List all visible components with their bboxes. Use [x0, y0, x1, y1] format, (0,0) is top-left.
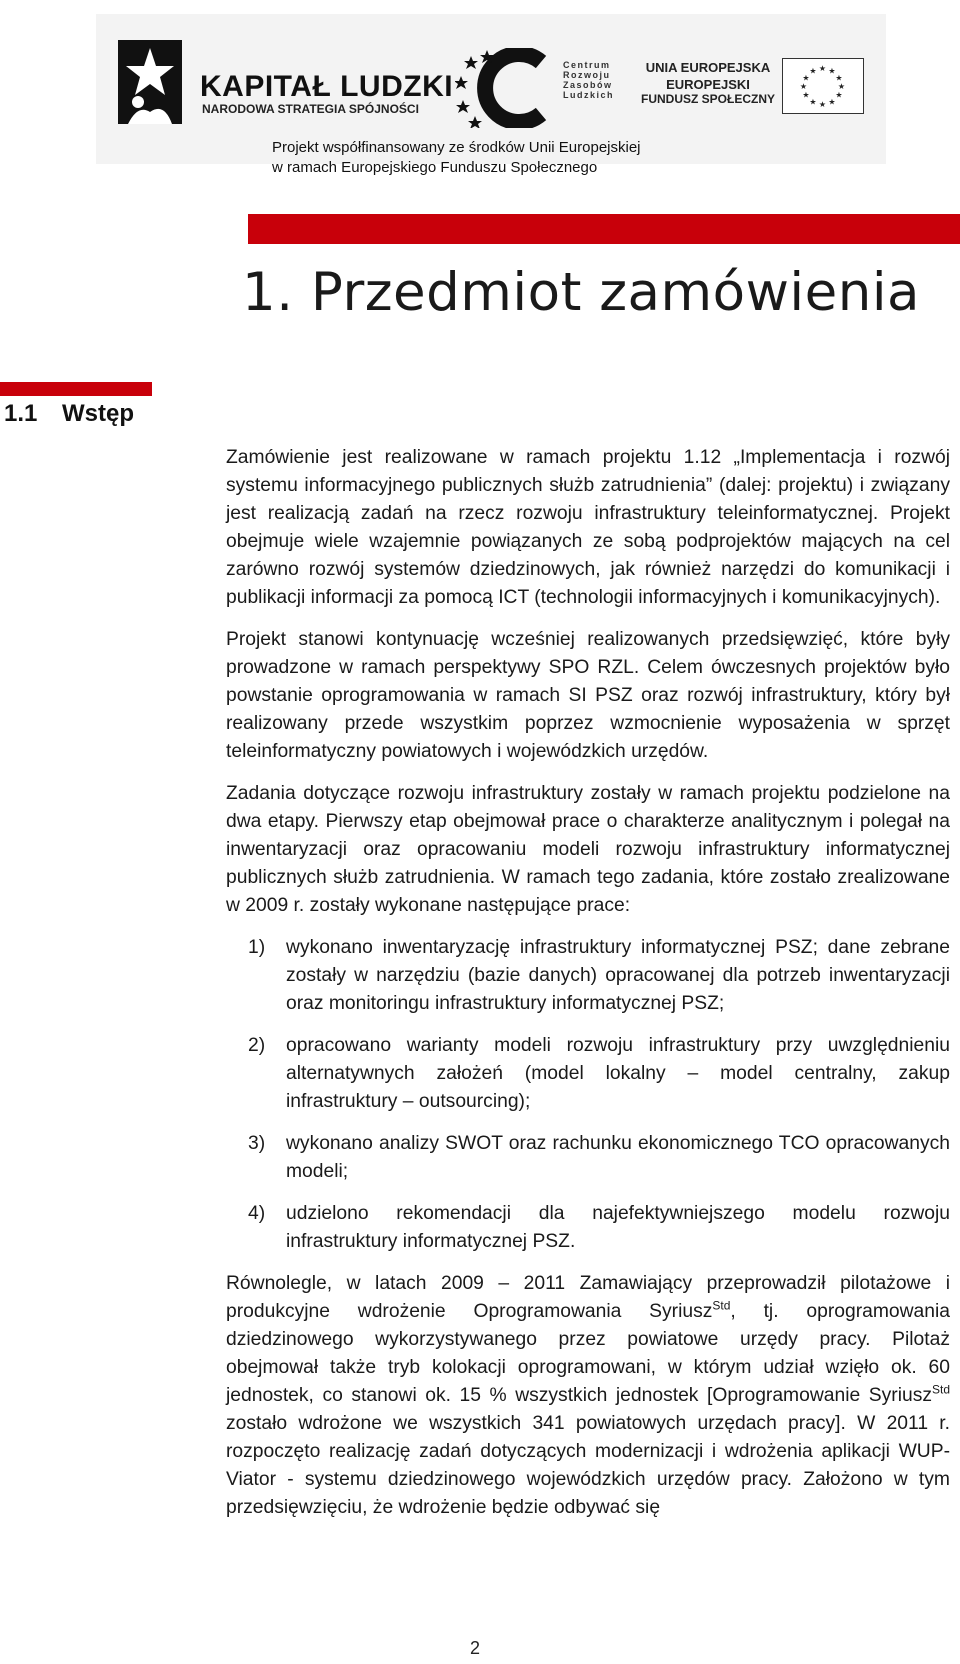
svg-text:★: ★ — [837, 82, 846, 91]
section-title: Wstęp — [62, 400, 134, 427]
kapital-ludzki-subtitle: NARODOWA STRATEGIA SPÓJNOŚCI — [202, 102, 419, 116]
svg-text:★: ★ — [802, 73, 810, 83]
final-text-part-2: , tj. oprogramowania dziedzinowego wykorzystywanego przez powiatowe urzędy pracy. Pilotaż obejmował także tryb kolokacji oprogramowani, w którym udział wzięło ok. 60 jednostek, co stanowi ok. 15 % wszystkich jednostek [Oprogramowanie Syriusz — [226, 1301, 950, 1406]
final-text-part-3: zostało wdrożone we wszystkich 341 powiatowych urzędach pracy]. W 2011 r. rozpoczęto realizację zadań dotyczących modernizacji i wdrożenia aplikacji WUP-Viator - systemu dziedzinowego wojewódzkich urzędów pracy. Założono w tym przedsięwzięciu, że wdrożenie będzie odbywać się — [226, 1413, 950, 1518]
chapter-title: 1. Przedmiot zamówienia — [242, 262, 921, 323]
eu-line-3: FUNDUSZ SPOŁECZNY — [640, 92, 775, 106]
final-text-part-1: Równolegle, w latach 2009 – 2011 Zamawiający przeprowadził pilotażowe i produkcyjne wdrożenie Oprogramowania Syriusz — [226, 1273, 950, 1322]
list-item-text: opracowano warianty modeli rozwoju infrastruktury przy uwzględnieniu alternatywnych założeń (model lokalny – model centralny, zakup infrastruktury – outsourcing); — [286, 1035, 950, 1112]
cofinancing-line-2: w ramach Europejskiego Funduszu Społecznego — [272, 159, 598, 176]
svg-text:★: ★ — [809, 97, 817, 107]
eu-logo — [640, 58, 880, 118]
kapital-ludzki-emblem-icon — [110, 38, 190, 128]
eu-logo-text — [640, 60, 776, 106]
cofinancing-line-1: Projekt współfinansowany ze środków Unii Europejskiej — [272, 139, 641, 156]
eu-flag — [782, 58, 864, 114]
crzl-line: Ludzkich — [563, 90, 615, 100]
svg-text:★: ★ — [799, 82, 808, 91]
kapital-ludzki-logo — [110, 38, 454, 128]
document-body — [226, 444, 950, 1536]
svg-text:★: ★ — [818, 100, 827, 109]
list-item-text: udzielono rekomendacji dla najefektywniejszego modelu rozwoju infrastruktury informatycznej PSZ. — [286, 1203, 950, 1252]
svg-text:★: ★ — [835, 90, 843, 100]
svg-text:★: ★ — [818, 64, 827, 73]
list-item — [226, 934, 950, 1018]
list-item — [226, 1130, 950, 1186]
list-item — [226, 1200, 950, 1256]
crzl-logo — [455, 48, 615, 128]
superscript-std: Std — [712, 1298, 731, 1313]
eu-line-2: EUROPEJSKI — [666, 77, 750, 92]
crzl-line: Centrum — [563, 60, 611, 70]
chapter-accent-bar — [248, 214, 960, 244]
svg-text:★: ★ — [802, 90, 810, 100]
list-item-number: 1) — [248, 937, 266, 958]
svg-text:★: ★ — [828, 97, 836, 107]
section-number: 1.1 — [4, 400, 38, 427]
svg-text:★: ★ — [835, 73, 843, 83]
body-paragraph-final — [226, 1270, 950, 1522]
body-paragraph: Zadania dotyczące rozwoju infrastruktury zostały w ramach projektu podzielone na dwa etapy. Pierwszy etap obejmował prace o charakterze analitycznym i polegał na inwentaryzacji oraz opracowaniu modeli rozwoju infrastruktury informatycznej publicznych służb zatrudnienia. W ramach tego zadania, które zostało zrealizowane w 2009 r. zostały wykonane następujące prace: — [226, 783, 950, 916]
kapital-ludzki-title: KAPITAŁ LUDZKI — [200, 70, 454, 103]
body-paragraph: Projekt stanowi kontynuację wcześniej realizowanych przedsięwzięć, które były prowadzone w ramach perspektywy SPO RZL. Celem ówczesnych projektów było powstanie oprogramowania w ramach SI PSZ oraz rozwój infrastruktury, który był realizowany przede wszystkim poprzez wzmocnienie wyposażenia w sprzęt teleinformatyczny powiatowych i wojewódzkich urzędów. — [226, 629, 950, 762]
superscript-std: Std — [931, 1382, 950, 1397]
eu-stars-icon — [783, 59, 862, 112]
list-item-number: 4) — [248, 1203, 266, 1224]
list-item-number: 3) — [248, 1133, 266, 1154]
cofinancing-note — [272, 138, 772, 178]
crzl-line: Zasobów — [563, 80, 613, 90]
svg-text:★: ★ — [828, 66, 836, 76]
list-item-number: 2) — [248, 1035, 266, 1056]
list-item-text: wykonano analizy SWOT oraz rachunku ekonomicznego TCO opracowanych modeli; — [286, 1133, 950, 1182]
list-item-text: wykonano inwentaryzację infrastruktury informatycznej PSZ; dane zebrane zostały w narzędziu (bazie danych) opracowanej dla potrzeb inwentaryzacji oraz monitoringu infrastruktury informatycznej PSZ; — [286, 937, 950, 1014]
body-paragraph: Zamówienie jest realizowane w ramach projektu 1.12 „Implementacja i rozwój systemu informacyjnego publicznych służb zatrudnienia” (dalej: projektu) i związany jest realizacją zadań na rzecz rozwoju infrastruktury teleinformatycznej. Projekt obejmuje wiele wzajemnie powiązanych ze sobą podprojektów mających na cel zarówno rozwój systemów dziedzinowych, jak również narzędzi do komunikacji i publikacji informacji za pomocą ICT (technologii informacyjnych i komunikacyjnych). — [226, 447, 950, 608]
list-item — [226, 1032, 950, 1116]
crzl-line: Rozwoju — [563, 70, 611, 80]
eu-line-1: UNIA EUROPEJSKA — [645, 60, 771, 75]
crzl-logo-text — [563, 60, 614, 100]
svg-text:★: ★ — [809, 66, 817, 76]
section-accent-bar — [0, 382, 152, 396]
page-number: 2 — [470, 1638, 481, 1658]
crzl-emblem-icon — [455, 48, 559, 128]
